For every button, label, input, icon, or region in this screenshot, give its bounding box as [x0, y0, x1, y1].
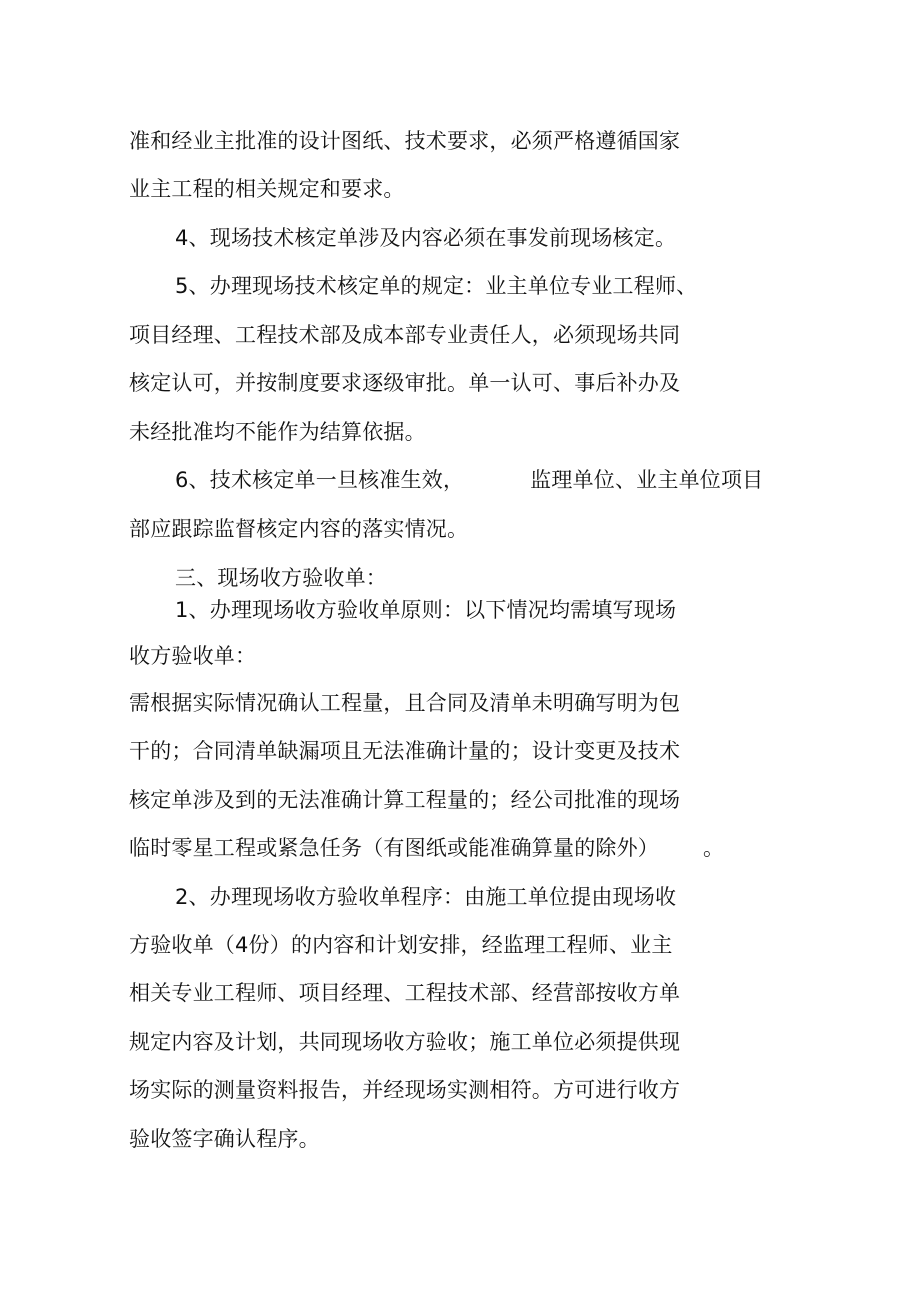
text-line: 1、办理现场收方验收单原则：以下情况均需填写现场	[175, 598, 677, 622]
text-line: 4、现场技术核定单涉及内容必须在事发前现场核定。	[175, 226, 677, 250]
text-line: 核定单涉及到的无法准确计算工程量的；经公司批准的现场	[129, 788, 681, 812]
section-heading: 三、现场收方验收单：	[175, 566, 387, 590]
text-line: 2、办理现场收方验收单程序：由施工单位提由现场收	[175, 885, 677, 909]
text-line: 核定认可，并按制度要求逐级审批。单一认可、事后补办及	[129, 371, 681, 395]
text-line: 场实际的测量资料报告，并经现场实测相符。方可进行收方	[129, 1078, 681, 1102]
text-line: 收方验收单：	[129, 644, 257, 668]
text-line	[175, 467, 763, 493]
text-fragment: 。	[703, 836, 725, 860]
text-line: 部应跟踪监督核定内容的落实情况。	[129, 517, 469, 541]
text-line: 需根据实际情况确认工程量，且合同及清单未明确写明为包	[129, 691, 681, 715]
text-line	[129, 835, 724, 861]
text-line: 干的；合同清单缺漏项且无法准确计量的；设计变更及技术	[129, 739, 681, 763]
text-fragment: 6、技术核定单一旦核准生效，	[175, 468, 465, 492]
text-line: 相关专业工程师、项目经理、工程技术部、经营部按收方单	[129, 981, 681, 1005]
text-line: 业主工程的相关规定和要求。	[129, 177, 405, 201]
text-line: 规定内容及计划，共同现场收方验收；施工单位必须提供现	[129, 1030, 681, 1054]
text-line: 方验收单（4份）的内容和计划安排，经监理工程师、业主	[129, 933, 673, 957]
text-fragment: 监理单位、业主单位项目	[530, 468, 764, 492]
text-line: 未经批准均不能作为结算依据。	[129, 420, 426, 444]
text-fragment: 临时零星工程或紧急任务（有图纸或能准确算量的除外）	[129, 836, 659, 860]
text-line: 验收签字确认程序。	[129, 1127, 320, 1151]
text-line: 准和经业主批准的设计图纸、技术要求，必须严格遵循国家	[129, 129, 681, 153]
text-line: 项目经理、工程技术部及成本部专业责任人，必须现场共同	[129, 323, 681, 347]
text-line: 5、办理现场技术核定单的规定：业主单位专业工程师、	[175, 274, 698, 298]
